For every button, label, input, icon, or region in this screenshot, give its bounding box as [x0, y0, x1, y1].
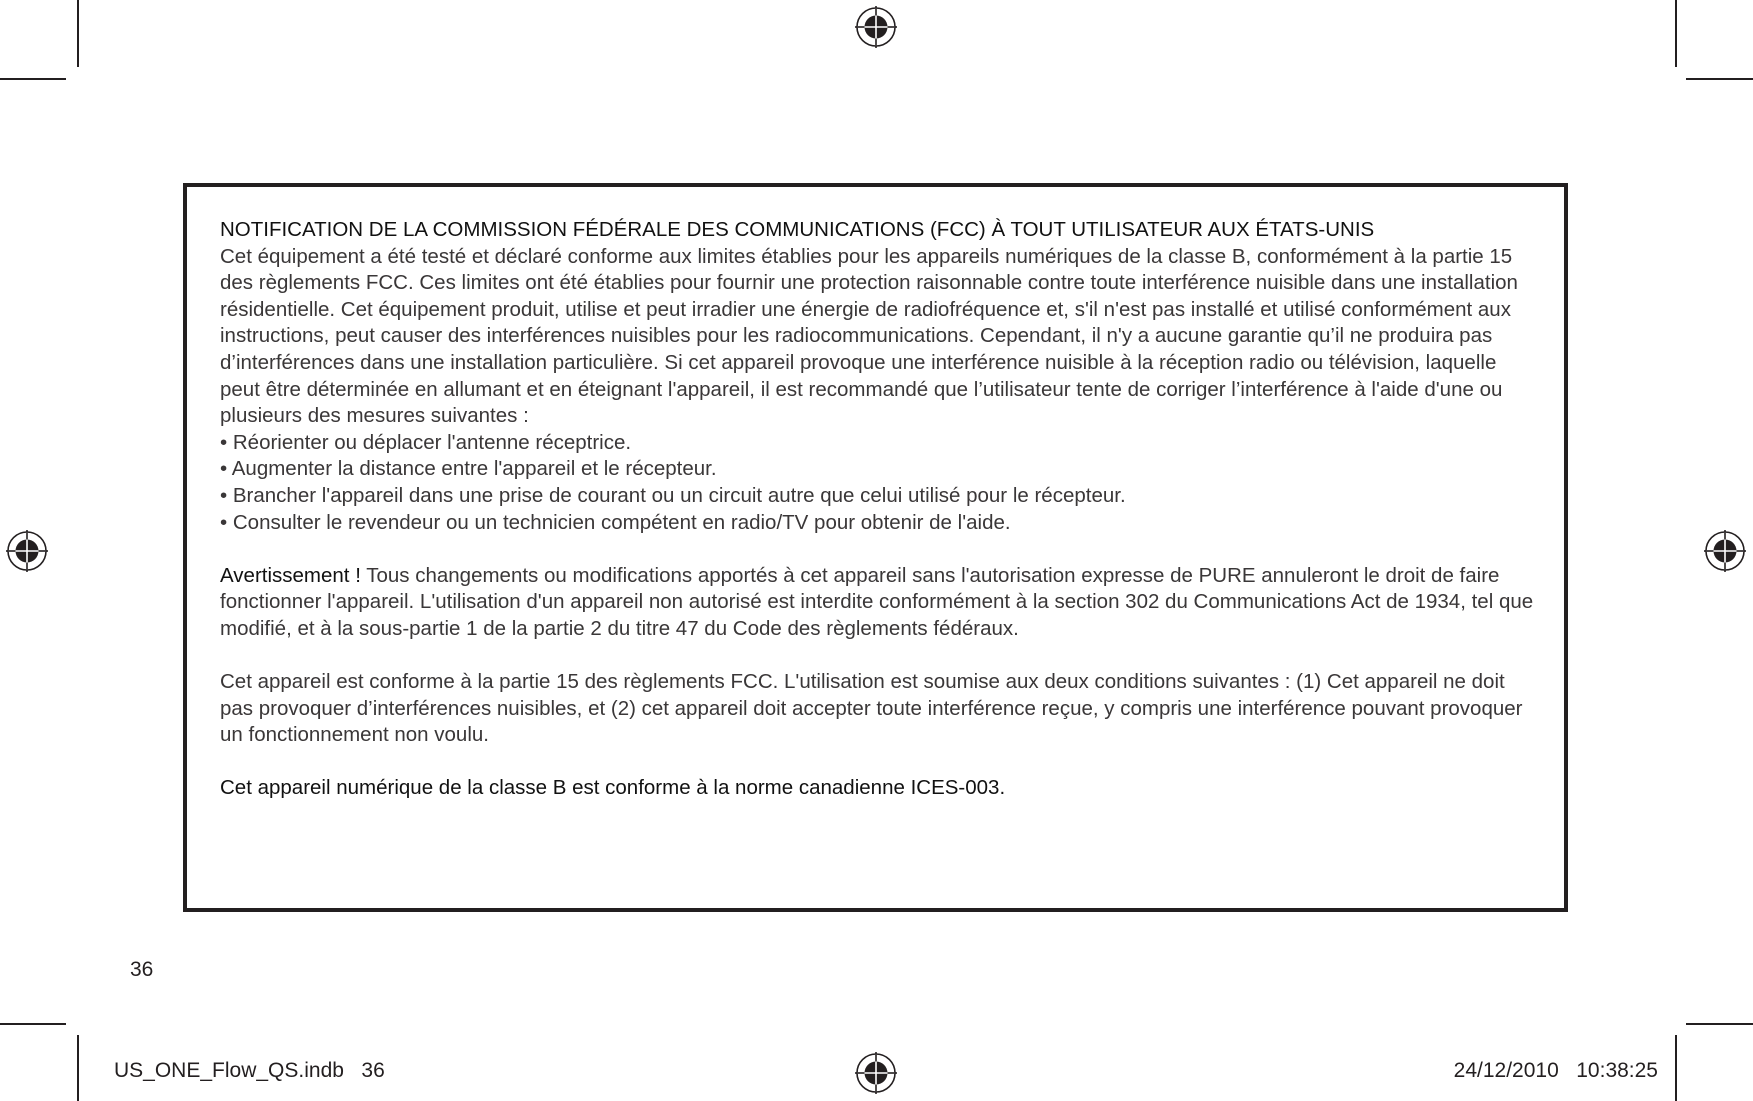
bullet-item: • Brancher l'appareil dans une prise de courant ou un circuit autre que celui utilisé pour le récepteur. [220, 483, 1126, 507]
slug-file-name: US_ONE_Flow_QS.indb 36 [114, 1059, 385, 1082]
paragraph-spacer [220, 536, 1535, 563]
crop-mark-bottom-right-horizontal [1686, 1023, 1753, 1025]
warning-label: Avertissement ! [220, 563, 361, 587]
paragraph-spacer [220, 749, 1535, 776]
slug-timestamp: 24/12/2010 10:38:25 [1453, 1059, 1658, 1082]
notice-paragraph-warning [220, 563, 1535, 643]
registration-mark-icon [1704, 530, 1746, 572]
fcc-notice-box [183, 183, 1568, 912]
bullet-item: • Augmenter la distance entre l'appareil et le récepteur. [220, 457, 717, 481]
crop-mark-top-right-vertical [1675, 0, 1677, 67]
crop-mark-bottom-left-vertical [77, 1035, 79, 1101]
registration-mark-icon [6, 530, 48, 572]
crop-mark-bottom-right-vertical [1675, 1035, 1677, 1101]
bullet-item: • Consulter le revendeur ou un technicien compétent en radio/TV pour obtenir de l'aide. [220, 510, 1011, 534]
warning-text: Tous changements ou modifications apportés à cet appareil sans l'autorisation expresse de PURE annuleront le droit de faire fonctionner l'appareil. L'utilisation d'un appareil non autorisé est interdite conformément à la section 302 du Communications Act de 1934, tel que modifié, et à la sous-partie 1 de la partie 2 du titre 47 du Code des règlements fédéraux. [220, 563, 1534, 640]
crop-mark-top-left-horizontal [0, 78, 66, 80]
registration-mark-icon [855, 1052, 897, 1094]
paragraph-spacer [220, 643, 1535, 670]
notice-paragraph-fcc-limits: Cet équipement a été testé et déclaré conforme aux limites établies pour les appareils numériques de la classe B, conformément à la partie 15 des règlements FCC. Ces limites ont été établies pour fournir une protection raisonnable contre toute interférence nuisible dans une installation résidentielle. Cet équipement produit, utilise et peut irradier une énergie de radiofréquence et, s'il n'est pas installé et utilisé conformément aux instructions, peut causer des interférences nuisibles pour les radiocommunications. Cependant, il n'y a aucune garantie qu’il ne produira pas d’interférences dans une installation particulière. Si cet appareil provoque une interférence nuisible à la réception radio ou télévision, laquelle peut être déterminée en allumant et en éteignant l'appareil, il est recommandé que l’utilisateur tente de corriger l’interférence à l'aide d'une ou plusieurs des mesures suivantes : [220, 244, 1518, 428]
bullet-item: • Réorienter ou déplacer l'antenne réceptrice. [220, 430, 632, 454]
registration-mark-icon [855, 6, 897, 48]
notice-content [220, 217, 1535, 802]
notice-paragraph-ices: Cet appareil numérique de la classe B est conforme à la norme canadienne ICES-003. [220, 776, 1006, 800]
notice-paragraph-conditions: Cet appareil est conforme à la partie 15 des règlements FCC. L'utilisation est soumise aux deux conditions suivantes : (1) Cet appareil ne doit pas provoquer d’interférences nuisibles, et (2) cet appareil doit accepter toute interférence reçue, y compris une interférence pouvant provoquer un fonctionnement non voulu. [220, 670, 1523, 747]
notice-heading: NOTIFICATION DE LA COMMISSION FÉDÉRALE DES COMMUNICATIONS (FCC) À TOUT UTILISATEUR AUX ÉTATS-UNIS [220, 218, 1375, 241]
crop-mark-bottom-left-horizontal [0, 1023, 66, 1025]
crop-mark-top-right-horizontal [1686, 78, 1753, 80]
page-number: 36 [130, 958, 154, 981]
crop-mark-top-left-vertical [77, 0, 79, 67]
